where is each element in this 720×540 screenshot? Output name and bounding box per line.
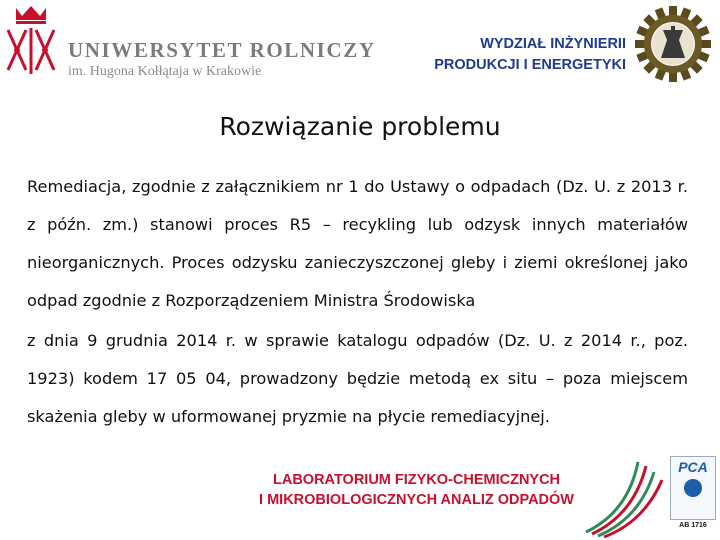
paragraph-1: Remediacja, zgodnie z załącznikiem nr 1 do Ustawy o odpadach (Dz. U. z 2013 r. z późn. zm.) stanowi proces R5 – recykling lub odzysk innych materiałów nieorganicznych. Proces odzysku zanieczyszczonej gleby i ziemi określonej jako odpad zgodnie z Rozporządzeniem Ministra Środowiska — [27, 177, 688, 310]
faculty-gear-logo-icon — [634, 5, 712, 83]
pca-logo-text: PCA — [678, 459, 708, 475]
university-name-block — [68, 38, 376, 80]
paragraph-2: z dnia 9 grudnia 2014 r. w sprawie katalogu odpadów (Dz. U. z 2014 r., poz. 1923) kodem 17 05 04, prowadzony będzie metodą ex situ – poza miejscem skażenia gleby w uformowanej pryzmie na płycie remediacyjnej. — [27, 331, 688, 426]
accreditation-number: AB 1716 — [679, 522, 707, 529]
university-subtitle: im. Hugona Kołłątaja w Krakowie — [68, 64, 262, 79]
faculty-name — [434, 34, 626, 76]
body-text — [27, 168, 688, 436]
accreditation-badge — [670, 456, 716, 536]
lab-emblem-icon — [578, 452, 668, 538]
university-logo-icon — [2, 4, 60, 92]
faculty-line-2: PRODUKCJI I ENERGETYKI — [434, 57, 626, 73]
pca-seal-icon — [684, 479, 702, 497]
faculty-line-1: WYDZIAŁ INŻYNIERII — [480, 36, 626, 52]
page-title: Rozwiązanie problemu — [219, 112, 501, 141]
university-name: UNIWERSYTET ROLNICZY — [68, 38, 376, 62]
laboratory-name — [259, 470, 574, 510]
pca-logo — [670, 456, 716, 520]
lab-line-2: I MIKROBIOLOGICZNYCH ANALIZ ODPADÓW — [259, 492, 574, 508]
lab-line-1: LABORATORIUM FIZYKO-CHEMICZNYCH — [273, 472, 561, 488]
